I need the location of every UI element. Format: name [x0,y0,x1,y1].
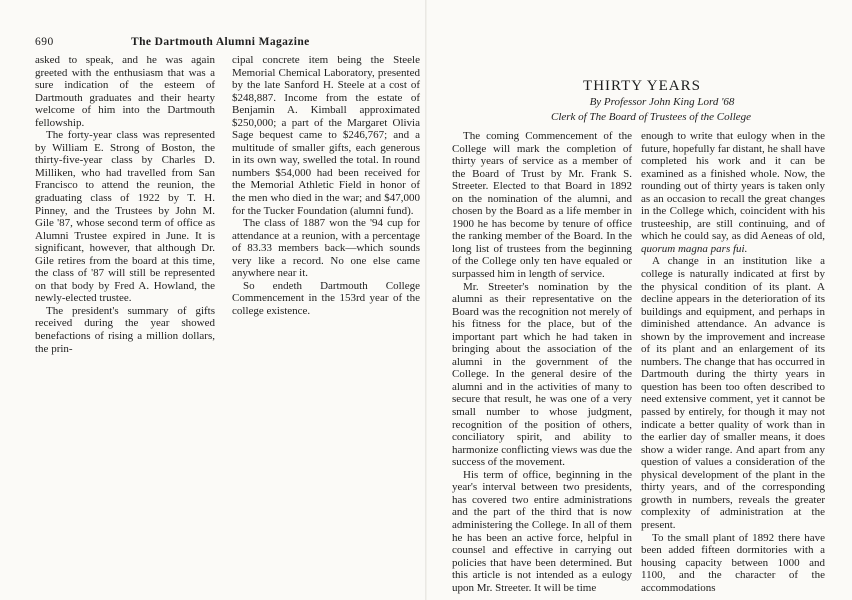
paragraph: The forty-year class was represented by William E. Strong of Boston, the thirty-five-year class by Charles D. Milliken, who had travelled from San Francisco to attend the reunion, the graduating class of 1922 by T. H. Pinney, and the Trustees by John M. Gile '87, whose second term of office as Alumni Trustee expired in June. It is significant, however, that although Dr. Gile retires from the board at this time, the class of '87 will still be represented on that body by Fred A. Howland, the newly-elected trustee. [35,129,215,305]
running-title: The Dartmouth Alumni Magazine [131,36,310,48]
latin-quote: quorum magna pars fui. [641,242,748,255]
paragraph: cipal concrete item being the Steele Memorial Chemical Laboratory, presented by the late Sanford H. Steele at a cost of $248,887. Income from the estate of Benjamin A. Kimball approximated $250,000; a part of the Margaret Olivia Sage bequest came to $246,767; and a multitude of smaller gifts, each generous in its own way, swelled the total. In round numbers $54,000 had been received for the Memorial Athletic Field in honor of the men who died in the war; and $47,000 for the Tucker Foundation (alumni fund). [232,54,420,217]
paragraph: The class of 1887 won the '94 cup for attendance at a reunion, with a percentage of 83.33 members back—which sounds very like a record. No one else came anywhere near it. [232,217,420,280]
paragraph: Mr. Streeter's nomination by the alumni as their representative on the Board was the recognition not merely of his fitness for the place, but of the important part which he had taken in bringing about the association of the alumni in the government of the College. In the general desire of the alumni and in the activities of many to secure that result, he was one of a very small number to whose judgment, recognition of the position of others, conciliatory spirit, and ability to harmonize conflicting views was due the success of the movement. [452,280,632,469]
paragraph: To the small plant of 1892 there have been added fifteen dormitories with a housing capacity between 1000 and 1100, and the character of the accommodations [641,531,825,594]
left-column-2 [232,54,420,317]
author-role: Clerk of The Board of Trustees of the College [550,111,752,123]
article-title: THIRTY YEARS [583,78,701,94]
page-number: 690 [35,36,54,48]
right-column-1 [452,130,632,594]
paragraph: The president's summary of gifts received during the year showed benefactions of rising a million dollars, the prin- [35,304,215,355]
paragraph: His term of office, beginning in the year's interval between two presidents, has covered two entire administrations and the part of the third that is now administering the College. In all of them he has been an active force, helpful in counsel and effective in carrying out policies that have been determined. But this article is not intended as a eulogy upon Mr. Streeter. It will be time [452,468,632,594]
paragraph [641,130,825,255]
paragraph: asked to speak, and he was again greeted with the enthusiasm that was a sure indication of the esteem of Dartmouth graduates and their hearty welcome of him into the Dartmouth fellowship. [35,54,215,129]
left-column-1 [35,54,215,355]
paragraph-text: enough to write that eulogy when in the future, hopefully far distant, he shall have completed his work and it can be examined as a finished whole. Now, the rounding out of thirty years is taken only as an occasion to recall the great changes in the College which, coincident with his trusteeship, are still continuing, and of which he could say, as did Aeneas of old, [641,130,825,243]
right-column-2 [641,130,825,594]
article-byline: By Professor John King Lord '68 [589,96,735,108]
paragraph: So endeth Dartmouth College Commencement in the 153rd year of the college existence. [232,279,420,317]
page-gutter [425,0,427,600]
paragraph: The coming Commencement of the College will mark the completion of thirty years of service as a member of the Board of Trust by Mr. Frank S. Streeter. Elected to that Board in 1892 on the nomination of the alumni, and chosen by the Board as a life member in 1900 he has become by tenure of office the ranking member of the Board. In the long list of trustees from the beginning of the College only ten have equaled or surpassed him in length of service. [452,130,632,281]
paragraph: A change in an institution like a college is naturally indicated at first by the physical condition of its plant. A decline appears in the deterioration of its buildings and equipment, and perhaps in diminished attendance. An advance is shown by the improvement and increase of its plant and an enlargement of its numbers. The change that has occurred in Dartmouth during the thirty years in question has been too often described to need extensive comment, yet it cannot be passed by entirely, for though it may not indicate a better quality of work than in the earlier day of smaller means, it does show a wider range. And apart from any question of values a consideration of the physical development of the plant in the thirty years, and of the corresponding growth in numbers, reveals the greater complexity of administration at the present. [641,255,825,531]
